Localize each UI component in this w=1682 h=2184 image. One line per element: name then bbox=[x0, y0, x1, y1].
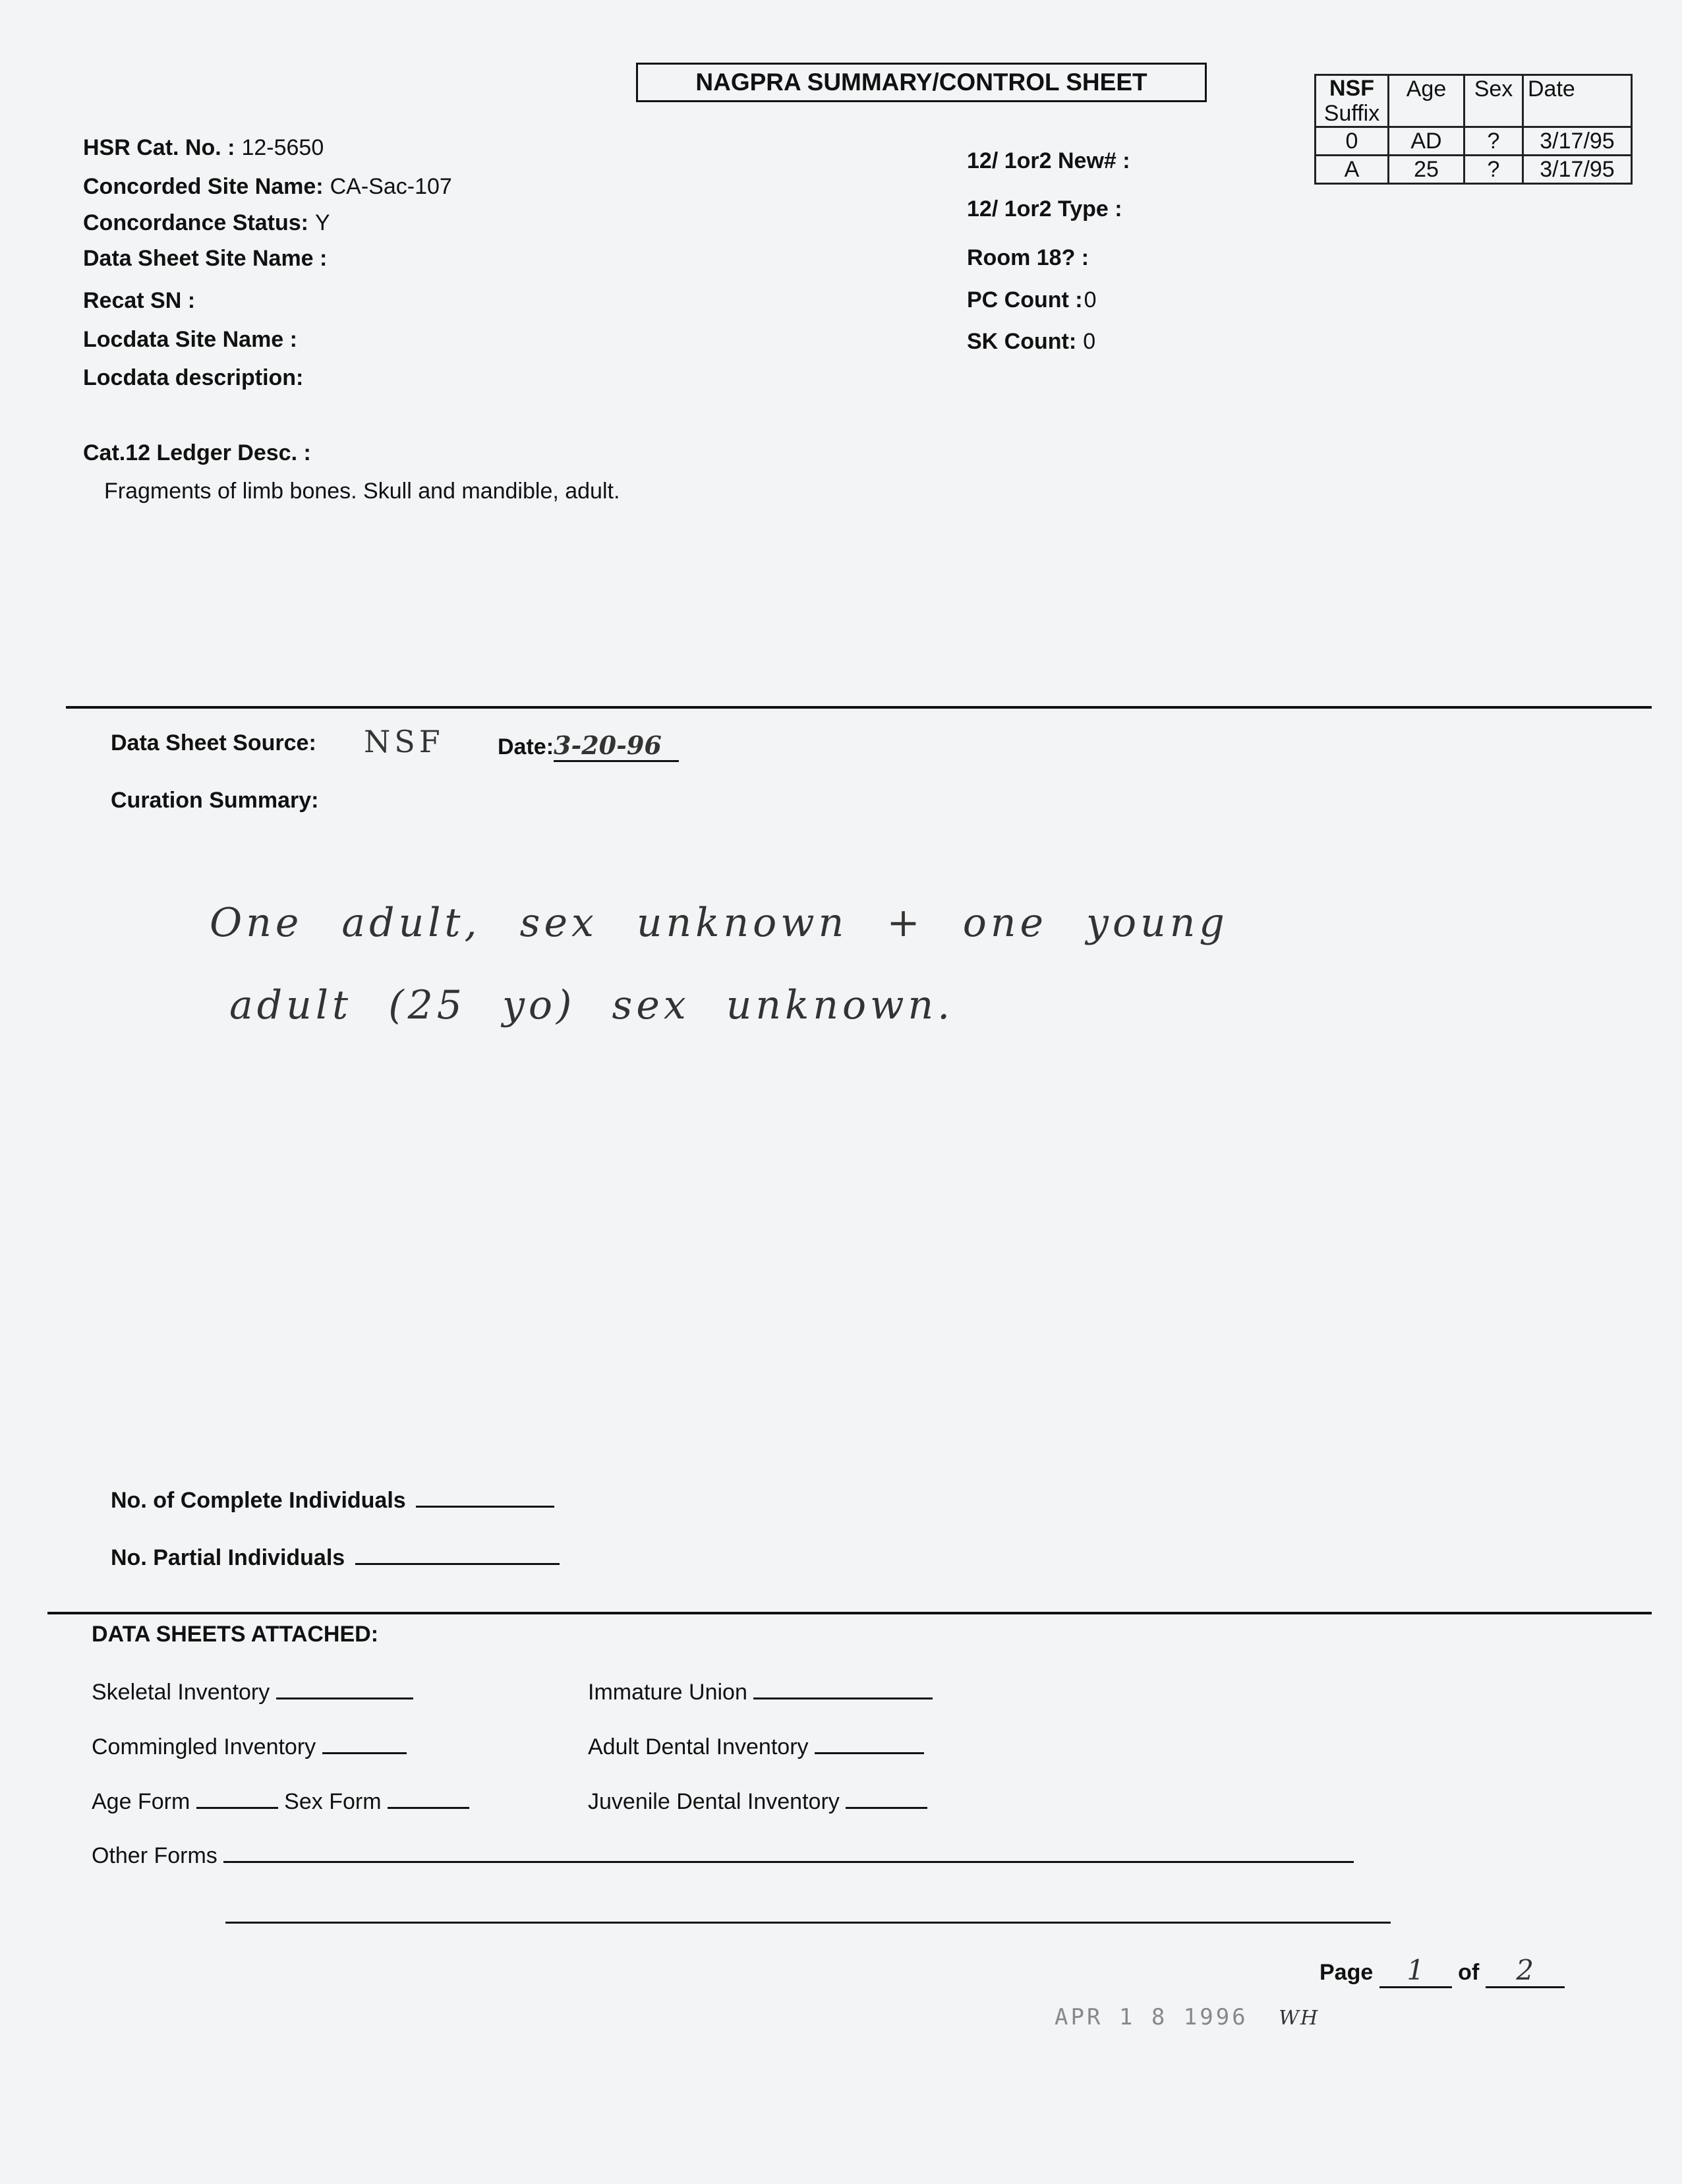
curation-line-1: One adult, sex unknown + one young bbox=[210, 900, 1229, 946]
commingled-inventory-label: Commingled Inventory bbox=[92, 1734, 316, 1759]
sk-count-field bbox=[967, 329, 1095, 355]
field-label: Locdata Site Name : bbox=[83, 327, 297, 352]
other-forms-second-line bbox=[225, 1922, 1391, 1924]
date-field bbox=[498, 730, 679, 762]
table-cell: AD bbox=[1389, 127, 1464, 156]
received-date-stamp bbox=[1055, 2004, 1319, 2030]
complete-individuals-blank bbox=[416, 1486, 554, 1508]
adult-dental-blank bbox=[815, 1734, 924, 1754]
skeletal-inventory-field bbox=[92, 1679, 413, 1705]
date-value: 3-20-96 bbox=[554, 730, 679, 762]
date-header: Date bbox=[1523, 75, 1632, 127]
table-cell: ? bbox=[1464, 127, 1523, 156]
commingled-inventory-blank bbox=[322, 1734, 407, 1754]
nsf-table-header bbox=[1316, 75, 1632, 127]
immature-union-blank bbox=[753, 1679, 933, 1699]
nsf-table bbox=[1314, 74, 1633, 185]
section-divider bbox=[47, 1612, 1652, 1614]
nsf-suffix-header bbox=[1316, 75, 1389, 127]
table-cell: 3/17/95 bbox=[1523, 156, 1632, 184]
locdata-description-field bbox=[83, 365, 310, 391]
concorded-site-field bbox=[83, 174, 452, 200]
field-value: 0 bbox=[1083, 329, 1096, 354]
field-label: PC Count : bbox=[967, 287, 1083, 312]
other-forms-label: Other Forms bbox=[92, 1843, 218, 1868]
field-label: SK Count: bbox=[967, 329, 1077, 354]
data-sheet-source-label: Data Sheet Source: bbox=[111, 730, 316, 755]
skeletal-inventory-label: Skeletal Inventory bbox=[92, 1680, 270, 1705]
partial-individuals-blank bbox=[355, 1543, 560, 1565]
type-field bbox=[967, 196, 1129, 222]
sex-header: Sex bbox=[1464, 75, 1523, 127]
field-value: Y bbox=[314, 210, 330, 235]
concordance-status-field bbox=[83, 210, 330, 236]
locdata-site-field bbox=[83, 327, 304, 353]
juvenile-dental-blank bbox=[846, 1788, 927, 1809]
complete-individuals-field bbox=[111, 1486, 554, 1514]
page-label: Page bbox=[1320, 1960, 1374, 1985]
table-cell: A bbox=[1316, 156, 1389, 184]
hsr-cat-field bbox=[83, 135, 324, 161]
field-label: Concorded Site Name: bbox=[83, 174, 324, 199]
field-value: 12-5650 bbox=[241, 135, 324, 160]
field-label: Room 18? : bbox=[967, 245, 1089, 270]
date-label: Date: bbox=[498, 734, 554, 759]
pc-count-field bbox=[967, 287, 1097, 313]
recat-sn-field bbox=[83, 288, 202, 314]
field-label: HSR Cat. No. : bbox=[83, 135, 235, 160]
field-value: 0 bbox=[1084, 287, 1097, 312]
partial-individuals-label: No. Partial Individuals bbox=[111, 1545, 345, 1570]
field-label: Recat SN : bbox=[83, 288, 196, 313]
table-row bbox=[1316, 127, 1632, 156]
data-sheet-site-field bbox=[83, 246, 334, 272]
page-value: 1 bbox=[1379, 1954, 1452, 1988]
age-form-blank bbox=[196, 1788, 278, 1809]
sex-form-blank bbox=[388, 1788, 469, 1809]
new-number-field bbox=[967, 148, 1137, 174]
room-field bbox=[967, 245, 1095, 271]
field-label: 12/ 1or2 Type : bbox=[967, 196, 1122, 221]
adult-dental-label: Adult Dental Inventory bbox=[588, 1734, 809, 1759]
attached-heading: DATA SHEETS ATTACHED: bbox=[92, 1622, 379, 1647]
field-label: Data Sheet Site Name : bbox=[83, 246, 328, 271]
ledger-text: Fragments of limb bones. Skull and mandible, adult. bbox=[104, 479, 620, 504]
immature-union-field bbox=[588, 1679, 933, 1705]
table-cell: 0 bbox=[1316, 127, 1389, 156]
other-forms-field bbox=[92, 1843, 1354, 1869]
adult-dental-field bbox=[588, 1734, 924, 1760]
page-number-field bbox=[1320, 1954, 1565, 1988]
stamp-initials: WH bbox=[1279, 2007, 1320, 2030]
table-cell: 25 bbox=[1389, 156, 1464, 184]
curation-summary-label: Curation Summary: bbox=[111, 788, 319, 813]
age-sex-form-field bbox=[92, 1788, 469, 1815]
juvenile-dental-label: Juvenile Dental Inventory bbox=[588, 1789, 840, 1814]
field-label: Locdata description: bbox=[83, 365, 304, 390]
skeletal-inventory-blank bbox=[276, 1679, 413, 1699]
table-row bbox=[1316, 156, 1632, 184]
table-cell: ? bbox=[1464, 156, 1523, 184]
partial-individuals-field bbox=[111, 1543, 560, 1571]
of-label: of bbox=[1458, 1960, 1480, 1985]
table-cell: 3/17/95 bbox=[1523, 127, 1632, 156]
juvenile-dental-field bbox=[588, 1788, 927, 1815]
field-value: CA-Sac-107 bbox=[330, 174, 452, 199]
complete-individuals-label: No. of Complete Individuals bbox=[111, 1488, 406, 1513]
nsf-header-line2: Suffix bbox=[1323, 101, 1380, 126]
ledger-label: Cat.12 Ledger Desc. : bbox=[83, 440, 311, 465]
age-form-label: Age Form bbox=[92, 1789, 190, 1814]
stamp-date: APR 1 8 1996 bbox=[1055, 2004, 1248, 2030]
sex-form-label: Sex Form bbox=[284, 1789, 382, 1814]
section-divider bbox=[66, 706, 1652, 709]
total-pages-value: 2 bbox=[1486, 1954, 1565, 1988]
curation-line-2: adult (25 yo) sex unknown. bbox=[229, 982, 954, 1028]
page-title: NAGPRA SUMMARY/CONTROL SHEET bbox=[636, 63, 1207, 102]
field-label: Concordance Status: bbox=[83, 210, 308, 235]
age-header: Age bbox=[1389, 75, 1464, 127]
field-label: 12/ 1or2 New# : bbox=[967, 148, 1130, 173]
data-sheet-source-value: NSF bbox=[364, 724, 444, 759]
other-forms-blank bbox=[223, 1843, 1354, 1863]
nsf-header-line1: NSF bbox=[1329, 76, 1374, 101]
immature-union-label: Immature Union bbox=[588, 1680, 747, 1705]
commingled-inventory-field bbox=[92, 1734, 407, 1760]
